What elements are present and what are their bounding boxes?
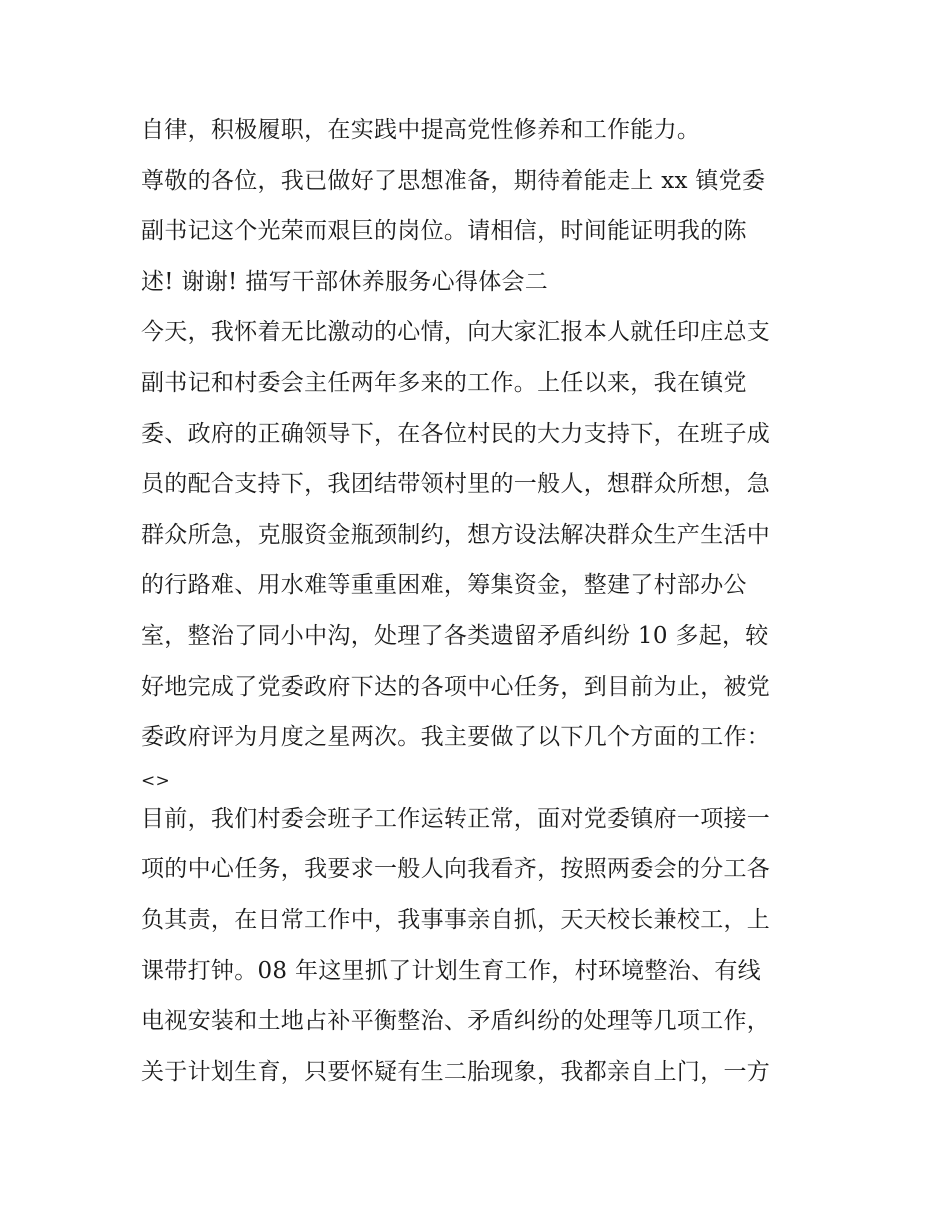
text-line: 副书记和村委会主任两年多来的工作。上任以来，我在镇党: [141, 369, 747, 396]
text-line: 尊敬的各位，我已做好了思想准备，期待着能走上 xx 镇党委: [141, 167, 766, 194]
text-line: 今天，我怀着无比激动的心情，向大家汇报本人就任印庄总支: [141, 319, 771, 346]
text-line: 好地完成了党委政府下达的各项中心任务，到目前为止，被党: [141, 673, 771, 700]
text-line: 自律，积极履职，在实践中提高党性修养和工作能力。: [141, 117, 701, 143]
text-line: 副书记这个光荣而艰巨的岗位。请相信，时间能证明我的陈: [141, 218, 747, 245]
text-line: 述! 谢谢! 描写干部休养服务心得体会二: [141, 268, 549, 295]
text-line: 负其责，在日常工作中，我事事亲自抓，天天校长兼校工，上: [141, 906, 771, 933]
text-line: 项的中心任务，我要求一般人向我看齐，按照两委会的分工各: [141, 856, 771, 883]
document-body: [141, 108, 821, 1100]
text-line: 委政府评为月度之星两次。我主要做了以下几个方面的工作：: [141, 724, 771, 751]
text-line: 委、政府的正确领导下，在各位村民的大力支持下，在班子成: [141, 420, 771, 447]
text-line: 室，整治了同小中沟，处理了各类遗留矛盾纠纷 10 多起，较: [141, 622, 769, 649]
text-line: 关于计划生育，只要怀疑有生二胎现象，我都亲自上门，一方: [141, 1058, 771, 1085]
text-line-placeholder: <>: [141, 770, 171, 791]
text-line: 的行路难、用水难等重重困难，筹集资金，整建了村部办公: [141, 572, 747, 599]
text-line: 群众所急，克服资金瓶颈制约，想方设法解决群众生产生活中: [141, 521, 771, 548]
text-line: 电视安装和土地占补平衡整治、矛盾纠纷的处理等几项工作，: [141, 1008, 771, 1035]
text-line: 员的配合支持下，我团结带领村里的一般人，想群众所想，急: [141, 471, 771, 498]
text-line: 目前，我们村委会班子工作运转正常，面对党委镇府一项接一: [141, 805, 771, 832]
text-line: 课带打钟。08 年这里抓了计划生育工作，村环境整治、有线: [141, 957, 761, 984]
